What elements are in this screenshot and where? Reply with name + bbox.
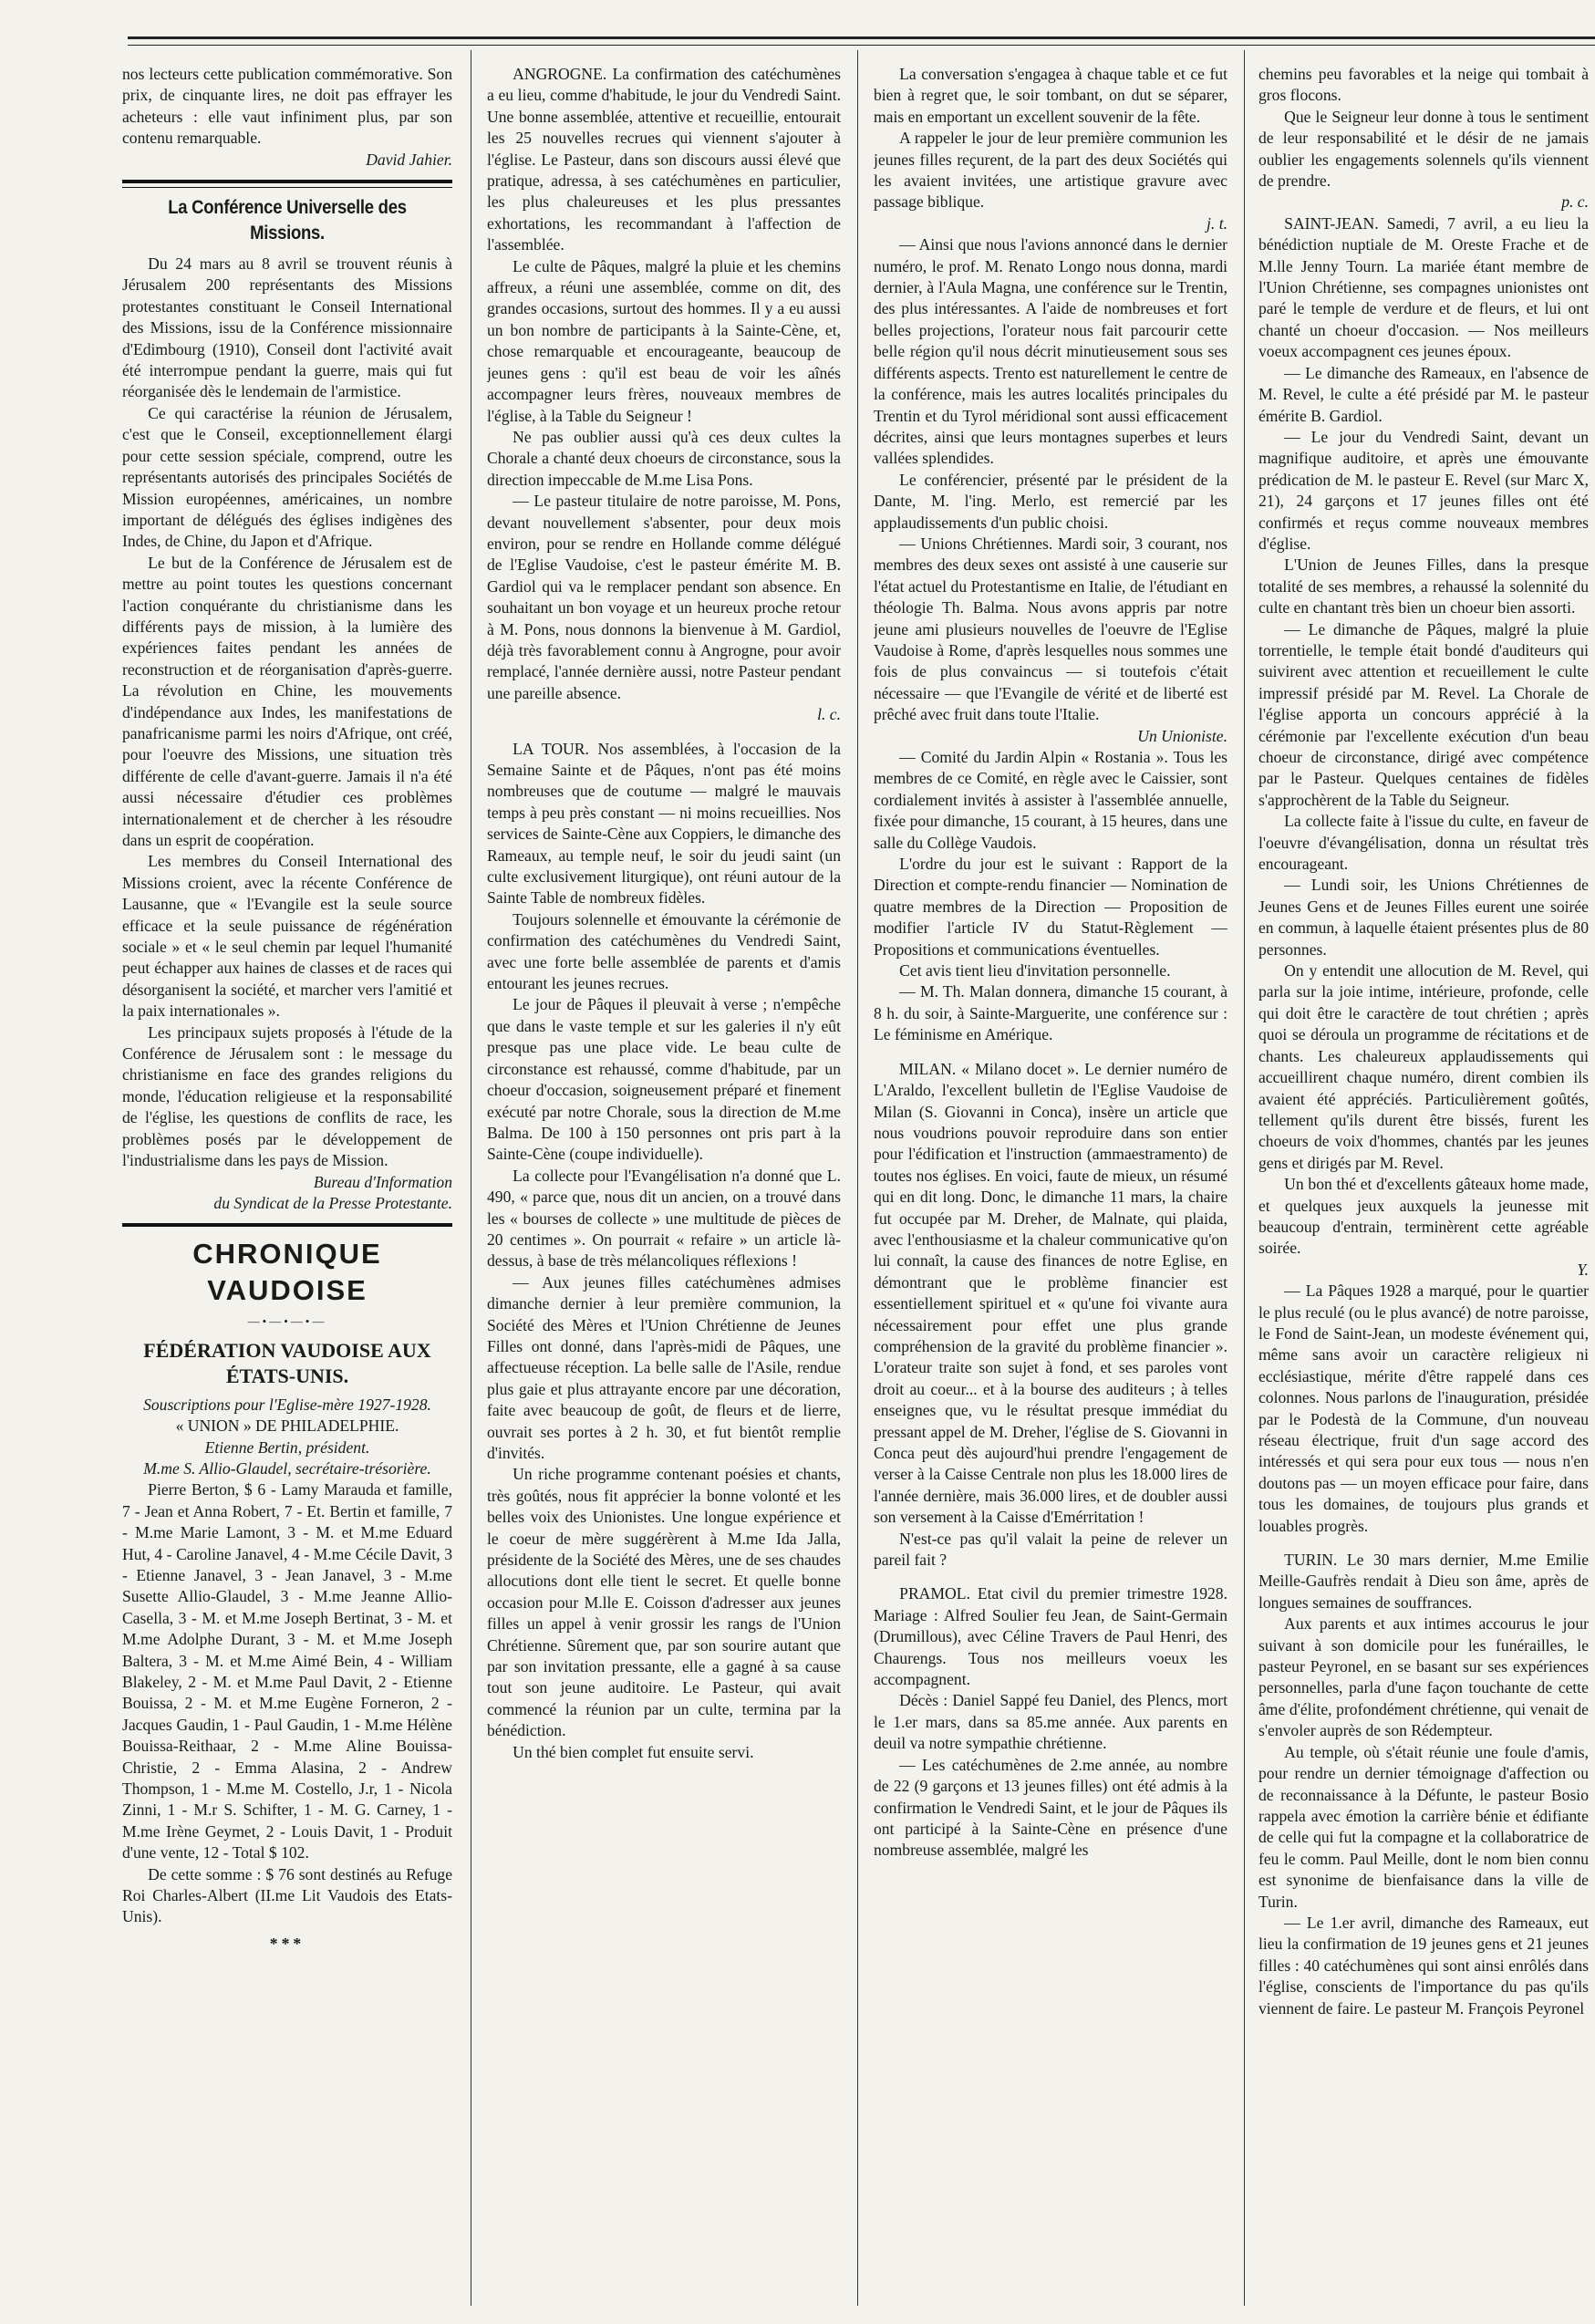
paragraph: MILAN. « Milano docet ». Le dernier numéro de L'Araldo, l'excellent bulletin de l'Eglise Vaudoise de Milan (S. Giovanni in Conca), insère un article que nous voudrions pouvoir reproduire dans son entier pour l'édification et l'instruction (ammaestramento) de toutes nos églises. En voici, faute de mieux, un résumé qui en dit long. Donc, le dimanche 11 mars, la chaire fut occupée par M. Dreher, de Malnate, qui plaida, avec l'enthousiasme et la chaleur communicative qu'on lui connaît, la cause des finances de notre Eglise, en démontrant que le problème financier est essentiellement spirituel et « qu'une foi vivante aura nécessairement pour effet une plus grande compréhension de la gravité du problème financier ». L'orateur traite son sujet à fond, et ses paroles vont droit au coeur... et à la bourse des auditeurs ; à telles enseignes que, vu le résultat presque immédiat du pressant appel de M. Dreher, l'église de S. Giovanni in Conca peut dès aujourd'hui prendre l'engagement de verser à la Caisse Centrale non plus les 18.000 lires de l'année dernière, mais 36.000 lires, et de doubler aussi son versement à la Caisse d'Emérritation ! bbox=[874, 1059, 1227, 1527]
paragraph: Un riche programme contenant poésies et chants, très goûtés, nous fit apprécier la bonne volonté et les belles voix des Unionistes. Une longue expérience et le coeur de mère suggérèrent à M.me Ida Jalla, présidente de la Société des Mères, une de ses chaudes allocutions dont elle tient le secret. Et quelle bonne occasion pour M.lle E. Coisson d'adresser aux jeunes filles un appel à venir grossir les rangs de l'Union Chrétienne. Sûrement que, par son sourire autant que par son invitation pressante, elle a gagné à sa cause tout son jeune auditoire. Le Pasteur, qui avait commencé la réunion par un culte, termina par la bénédiction. bbox=[487, 1465, 841, 1740]
column-separator bbox=[857, 50, 858, 2306]
paragraph: Un thé bien complet fut ensuite servi. bbox=[513, 1742, 754, 1761]
paragraph: — Les catéchumènes de 2.me année, au nombre de 22 (9 garçons et 13 jeunes filles) ont été admis à la confirmation le Vendredi Saint, et le jour de Pâques ils ont participé à la Sainte-Cène en présence d'une nombreuse assemblée, malgré les bbox=[874, 1755, 1227, 1860]
paragraph: Que le Seigneur leur donne à tous le sentiment de leur responsabilité et le désir de ne jamais oublier les engagements solennels qu'ils viennent de prendre. bbox=[1258, 107, 1589, 191]
paragraph: Le but de la Conférence de Jérusalem est de mettre au point toutes les questions concernant l'action conquérante du christianisme dans les différents pays de mission, à la lumière des expériences faites pendant les années de reconstruction et de réorganisation d'après-guerre. La révolution en Chine, les mouvements d'indépendance aux Indes, les manifestations de panafricanisme parmi les noirs d'Afrique, ont créé, pour l'oeuvre des Missions, une situation très différente de celle d'avant-guerre. Jamais il n'a été aussi nécessaire d'étudier ces problèmes internationalement et de chercher à les résoudre dans un esprit de coopération. bbox=[122, 553, 452, 849]
paragraph: De cette somme : $ 76 sont destinés au Refuge Roi Charles-Albert (II.me Lit Vaudois des Etats-Unis). bbox=[122, 1864, 452, 1926]
paragraph: Du 24 mars au 8 avril se trouvent réunis à Jérusalem 200 représentants des Missions protestantes constituant le Conseil International des Missions, issu de la Conférence missionnaire d'Edimbourg (1910), Conseil dont l'activité avait été interrompue pendant la guerre, mais qui fut réorganisée dès le lendemain de l'armistice. bbox=[122, 254, 452, 401]
paragraph: — Unions Chrétiennes. Mardi soir, 3 courant, nos membres des deux sexes ont assisté à une causerie sur l'état actuel du Protestantisme en Italie, de l'étudiant en théologie Th. Balma. Nous avons appris par notre jeune ami plusieurs nouvelles de l'oeuvre de l'Eglise Vaudoise à Rome, d'après lesquelles nous sommes une fois de plus convaincus — si toutefois c'était nécessaire — que l'Evangile de vérité et de liberté est prêché avec fruit dans toute l'Italie. bbox=[874, 534, 1227, 724]
column-4 bbox=[1258, 64, 1589, 2317]
column-separator bbox=[1244, 50, 1245, 2306]
paragraph: — Le pasteur titulaire de notre paroisse, M. Pons, devant nouvellement s'absenter, pour deux mois environ, pour se rendre en Hollande comme délégué de l'Eglise Vaudoise, c'est le pasteur émérite M. B. Gardiol qui va le remplacer pendant son absence. En souhaitant un bon voyage et un heureux proche retour à M. Pons, nous donnons la bienvenue à M. Gardiol, déjà très favorablement connu à Angrogne, pour avoir remplacé, l'année dernière aussi, notre Pasteur pendant une pareille absence. bbox=[487, 492, 841, 702]
paragraph: Ne pas oublier aussi qu'à ces deux cultes la Chorale a chanté deux choeurs de circonstance, sous la direction impeccable de M.me Lisa Pons. bbox=[487, 427, 841, 489]
article-signature: j. t. bbox=[1207, 213, 1227, 233]
paragraph: chemins peu favorables et la neige qui tombait à gros flocons. bbox=[1258, 65, 1589, 105]
paragraph: Ce qui caractérise la réunion de Jérusalem, c'est que le Conseil, exceptionnellement élargi pour cette session spéciale, comprend, outre les représentants autorisés des principales Sociétés de Mission européennes, américaines, un nombre important de délégués des églises indigènes des Indes, de Chine, du Japon et d'Afrique. bbox=[122, 403, 452, 551]
article-text: nos lecteurs cette publication commémorative. Son prix, de cinquante lires, ne doit pas effrayer les acheteurs : elle vaut infiniment plus, par son contenu remarquable. bbox=[122, 65, 452, 148]
federation-title: FÉDÉRATION VAUDOISE AUX ÉTATS-UNIS. bbox=[143, 1338, 431, 1387]
paragraph: Au temple, où s'était réunie une foule d'amis, pour rendre un dernier témoignage d'affection ou de reconnaissance à la Défunte, le pasteur Bosio rappela avec émotion la carrière bénie et édifiante de celle qui fut la compagne et la collaboratrice de feu le comm. Paul Meille, dont le nom bien connu est synonime de bienfaisance dans la ville de Turin. bbox=[1258, 1742, 1589, 1911]
paragraph: N'est-ce pas qu'il valait la peine de relever un pareil fait ? bbox=[874, 1529, 1227, 1570]
ornament: —•—•—•— bbox=[247, 1314, 327, 1329]
paragraph: Aux parents et aux intimes accourus le jour suivant à son domicile pour les funérailles, le pasteur Peyronel, en se basant sur ses expériences personnelles, parla d'une façon touchante de cette âme d'élite, profondément chrétienne, qui venait de s'envoler auprès de son Rédempteur. bbox=[1258, 1614, 1589, 1740]
section-rule bbox=[122, 1223, 452, 1227]
paragraph: Le conférencier, présenté par le président de la Dante, M. l'ing. Merlo, est remercié par les applaudissements d'un public choisi. bbox=[874, 470, 1227, 532]
paragraph: TURIN. Le 30 mars dernier, M.me Emilie Meille-Gaufrès rendait à Dieu son âme, après de longues semaines de souffrances. bbox=[1258, 1551, 1589, 1612]
column-1 bbox=[122, 64, 452, 2317]
article-signature: du Syndicat de la Presse Protestante. bbox=[213, 1193, 452, 1212]
paragraph: Le jour de Pâques il pleuvait à verse ; n'empêche que dans le vaste temple et sur les galeries il n'y eût presque pas une place vide. Le beau culte de circonstance est rehaussé, comme d'habitude, par un choeur d'occasion, soigneusement préparé et finement exécuté par notre Chorale, sous la direction de M.me Balma. De 100 à 150 personnes ont pris part à la Sainte-Cène (coupe individuelle). bbox=[487, 995, 841, 1164]
section-title: La Conférence Universelle des Missions. bbox=[168, 197, 407, 244]
paragraph: — Aux jeunes filles catéchumènes admises dimanche dernier à leur première communion, la Société des Mères et l'Union Chrétienne de Jeunes Filles ont donné, dans l'après-midi de Pâques, une affectueuse réception. La belle salle de l'Asile, rendue plus gaie et plus attrayante encore par une décoration, faite avec beaucoup de goût, de fleurs et de lierre, ouvrait ses portes à 2 h. 30, et fut bientôt remplie d'invités. bbox=[487, 1272, 841, 1462]
paragraph: SAINT-JEAN. Samedi, 7 avril, a eu lieu la bénédiction nuptiale de M. Oreste Frache et de M.lle Jenny Tourn. La mariée étant membre de l'Union Chrétienne, ses compagnes unionistes ont paré le temple de verdure et de fleurs, et lui ont chanté un choeur d'occasion. — Nos meilleurs voeux accompagnent ces jeunes époux. bbox=[1258, 213, 1589, 361]
paragraph: ANGROGNE. La confirmation des catéchumènes a eu lieu, comme d'habitude, le jour du Vendredi Saint. Une bonne assemblée, attentive et recueillie, entourait les 25 nouvelles recrues qui viennent s'ajouter à l'église. Le Pasteur, dans son discours aussi élevé que pratique, adressa, à ses catéchumènes en particulier, les plus chaleureuses et les plus pressantes exhortations, les recommandant à l'affection de l'assemblée. bbox=[487, 65, 841, 254]
subtitle: Souscriptions pour l'Eglise-mère 1927-1928. bbox=[143, 1395, 431, 1414]
officer: M.me S. Allio-Glaudel, secrétaire-trésorière. bbox=[143, 1458, 431, 1478]
paragraph: On y entendit une allocution de M. Revel, qui parla sur la joie intime, intérieure, profonde, celle qui doit être le caractère de tout chrétien ; après quoi se déroula un programme de récitations et de chants. Les chaleureux applaudissements qui accueillirent chaque numéro, dirent combien ils avaient été appréciés. Particulièrement goûtés, tellement qu'ils durent être bissés, furent les choeurs de voix d'hommes, chantés par les jeunes gens et dirigés par M. Revel. bbox=[1258, 961, 1589, 1172]
paragraph: — Le dimanche de Pâques, malgré la pluie torrentielle, le temple était bondé d'auditeurs qui suivirent avec attention et recueillement le culte impressif présidé par M. Revel. La Chorale de l'église apporta un concours apprécié à la cérémonie par l'excellente exécution d'un beau choeur de circonstance, dirigé avec compétence par le Pasteur. Quelques centaines de fidèles s'approchèrent de la Table du Seigneur. bbox=[1258, 619, 1589, 809]
section-rule bbox=[122, 180, 452, 183]
paragraph: — Lundi soir, les Unions Chrétiennes de Jeunes Gens et de Jeunes Filles eurent une soirée en commun, à laquelle étaient présentes plus de 80 personnes. bbox=[1258, 876, 1589, 959]
paragraph: PRAMOL. Etat civil du premier trimestre 1928. Mariage : Alfred Soulier feu Jean, de Saint-Germain (Drumillous), avec Céline Travers de Paul Henri, des Chaurengs. Tous nos meilleurs voeux les accompagnent. bbox=[874, 1584, 1227, 1689]
stars-ornament: *** bbox=[269, 1934, 306, 1953]
paragraph: Décès : Daniel Sappé feu Daniel, des Plencs, mort le 1.er mars, dans sa 85.me année. Aux parents en deuil va notre sympathie chrétienne. bbox=[874, 1691, 1227, 1753]
paragraph: — Ainsi que nous l'avions annoncé dans le dernier numéro, le prof. M. Renato Longo nous donna, mardi dernier, à l'Aula Magna, une conférence sur le Trentin, des plus intéressantes. A l'aide de nombreuses et fort belles projections, l'orateur nous fait parcourir cette belle région qu'il nous décrit minutieusement sous ses différents aspects. Trento est naturellement le centre de la conférence, mais les autres localités principales du Trentin et du Tyrol méridional sont aussi efficacement décrites, ainsi que leurs montagnes superbes et leurs vallées splendides. bbox=[874, 235, 1227, 468]
article-signature: David Jahier. bbox=[366, 150, 452, 169]
paragraph: — Le dimanche des Rameaux, en l'absence de M. Revel, le culte a été présidé par M. le pasteur émérite B. Gardiol. bbox=[1258, 363, 1589, 425]
article-signature: Un Unioniste. bbox=[1137, 726, 1227, 745]
paragraph: Cet avis tient lieu d'invitation personnelle. bbox=[899, 961, 1171, 980]
article-signature: Y. bbox=[1577, 1260, 1589, 1279]
paragraph: Les membres du Conseil International des Missions croient, avec la récente Conférence de Lausanne, que « l'Evangile est la seule source efficace et la seule puissance de régénération sociale » et « le seul chemin par lequel l'humanité peut échapper aux haines de classes et de races qui désorganisent la société, et marcher vers l'amitié et la paix internationales ». bbox=[122, 852, 452, 1021]
paragraph: Toujours solennelle et émouvante la cérémonie de confirmation des catéchumènes du Vendredi Saint, avec une forte belle assemblée de parents et d'amis entourant les jeunes recrues. bbox=[487, 909, 841, 993]
paragraph: La collecte pour l'Evangélisation n'a donné que L. 490, « parce que, nous dit un ancien, on a trouvé dans les « bourses de collecte » une multitude de pièces de 20 centimes ». On pourrait « refaire » un article là-dessus, à base de très mélancoliques réflexions ! bbox=[487, 1166, 841, 1271]
officer: Etienne Bertin, président. bbox=[204, 1437, 370, 1457]
article-signature: l. c. bbox=[817, 705, 841, 724]
column-3 bbox=[874, 64, 1227, 2317]
paragraph: L'ordre du jour est le suivant : Rapport de la Direction et compte-rendu financier — Nomination de quatre membres de la Direction — Proposition de modifier l'article IV du Statut-Règlement — Propositions et communications éventuelles. bbox=[874, 855, 1227, 959]
article-signature: Bureau d'Information bbox=[313, 1172, 452, 1191]
paragraph: — M. Th. Malan donnera, dimanche 15 courant, à 8 h. du soir, à Sainte-Marguerite, une conférence sur : Le féminisme en Amérique. bbox=[874, 982, 1227, 1044]
paragraph: Les principaux sujets proposés à l'étude de la Conférence de Jérusalem sont : le message du christianisme en face des grandes religions du monde, l'éducation religieuse et la responsabilité de l'église, les questions de conflits de race, les problèmes posés par le développement de l'industrialisme dans les pays de Mission. bbox=[122, 1022, 452, 1170]
paragraph: Le culte de Pâques, malgré la pluie et les chemins affreux, a réuni une assemblée, comme on dit, des grandes occasions, surtout des hommes. Il y a eu aussi un bon nombre de participants à la Sainte-Cène, et, chose remarquable et encourageante, beaucoup de jeunes gens : qu'il est beau de voir les aînés accompagner leurs frères, nouveaux membres de l'église, à la Table du Seigneur ! bbox=[487, 256, 841, 425]
column-2 bbox=[487, 64, 841, 2317]
paragraph: La conversation s'engagea à chaque table et ce fut bien à regret que, le soir tombant, on dut se séparer, mais en emportant un excellent souvenir de la fête. bbox=[874, 65, 1227, 126]
paragraph: — Comité du Jardin Alpin « Rostania ». Tous les membres de ce Comité, en règle avec le Caissier, sont cordialement invités à assister à l'assemblée annuelle, fixée pour dimanche, 15 courant, à 15 heures, dans une salle du Collège Vaudois. bbox=[874, 748, 1227, 852]
paragraph: L'Union de Jeunes Filles, dans la presque totalité de ses membres, a rehaussé la solennité du culte en chantant très bien un choeur bien assorti. bbox=[1258, 555, 1589, 617]
donations-list: Pierre Berton, $ 6 - Lamy Marauda et famille, 7 - Jean et Anna Robert, 7 - Et. Bertin et famille, 7 - M.me Marie Lamont, 3 - M. et M.me Eduard Hut, 4 - Caroline Janavel, 4 - M.me Cécile Davit, 3 - Etienne Janavel, 3 - Jean Janavel, 3 - M.me Susette Allio-Glaudel, 3 - M.me Jeanne Allio-Casella, 3 - M. et M.me Joseph Bertinat, 3 - M. et M.me Adolphe Durant, 3 - M. et M.me Joseph Baltera, 3 - M. et M.me Aimé Bein, 4 - William Blakeley, 2 - M. et M.me Paul Davit, 2 - Etienne Bouissa, 2 - M. et M.me Eugène Forneron, 2 - Jacques Gaudin, 1 - Paul Gaudin, 1 - M.me Hélène Bouissa-Reithaar, 2 - M.me Aline Bouissa-Christie, 2 - Emma Alasina, 2 - Andrew Thompson, 1 - M.me M. Costello, J.r, 1 - Nicola Zinni, 1 - M.r S. Schifter, 1 - M. G. Carney, 1 - M.me Irène Geymet, 2 - Louis Davit, 1 - Produit d'une vente, 12 - Total $ 102. bbox=[122, 1480, 452, 1862]
paragraph: A rappeler le jour de leur première communion les jeunes filles reçurent, de la part des deux Sociétés qui les avaient invitées, une artistique gravure avec passage biblique. bbox=[874, 129, 1227, 212]
paragraph: LA TOUR. Nos assemblées, à l'occasion de la Semaine Sainte et de Pâques, n'ont pas été moins nombreuses que de coutume — malgré le mauvais temps à peu près constant — ni moins recueillies. Nos services de Sainte-Cène aux Coppiers, le dimanche des Rameaux, au temple neuf, le soir du jeudi saint (un culte exclusivement liturgique), ont réuni autour de la Sainte Table de nombreux fidèles. bbox=[487, 739, 841, 908]
chronique-title: CHRONIQUE VAUDOISE bbox=[192, 1238, 382, 1307]
paragraph: La collecte faite à l'issue du culte, en faveur de l'oeuvre d'évangélisation, donna un résultat très encourageant. bbox=[1258, 812, 1589, 874]
paragraph: Un bon thé et d'excellents gâteaux home made, et quelques jeux auxquels la jeunesse mit beaucoup d'entrain, terminèrent cette agréable soirée. bbox=[1258, 1175, 1589, 1258]
paragraph: — Le jour du Vendredi Saint, devant un magnifique auditoire, et après une émouvante prédication de M. le pasteur E. Revel (sur Marc X, 21), 24 garçons et 17 jeunes filles ont été confirmés et reçus comme nouveaux membres d'église. bbox=[1258, 427, 1589, 553]
section-rule bbox=[122, 187, 452, 188]
paragraph: — Le 1.er avril, dimanche des Rameaux, eut lieu la confirmation de 19 jeunes gens et 21 jeunes filles : 40 catéchumènes qui sont ainsi enrôlés dans l'église, conscients de l'importance du pas qu'ils viennent de faire. Le pasteur M. François Peyronel bbox=[1258, 1913, 1589, 2018]
header-rule bbox=[128, 36, 1595, 46]
subtitle: « UNION » DE PHILADELPHIE. bbox=[175, 1416, 399, 1436]
paragraph: — La Pâques 1928 a marqué, pour le quartier le plus reculé (ou le plus avancé) de notre paroisse, le Fond de Saint-Jean, un modeste événement qui, même sans avoir un caractère religieux ni ecclésiastique, mérite d'être rappelé dans ces colonnes. Nous parlons de l'inauguration, présidée par le Podestà de la Commune, d'un nouveau réseau électrique, fruit d'un sage accord des intéressés et qui sera pour eux tous — nous n'en doutons pas — un moyen efficace pour faire, dans tous les domaines, de toujours plus grands et louables progrès. bbox=[1258, 1281, 1589, 1535]
article-signature: p. c. bbox=[1561, 192, 1589, 212]
